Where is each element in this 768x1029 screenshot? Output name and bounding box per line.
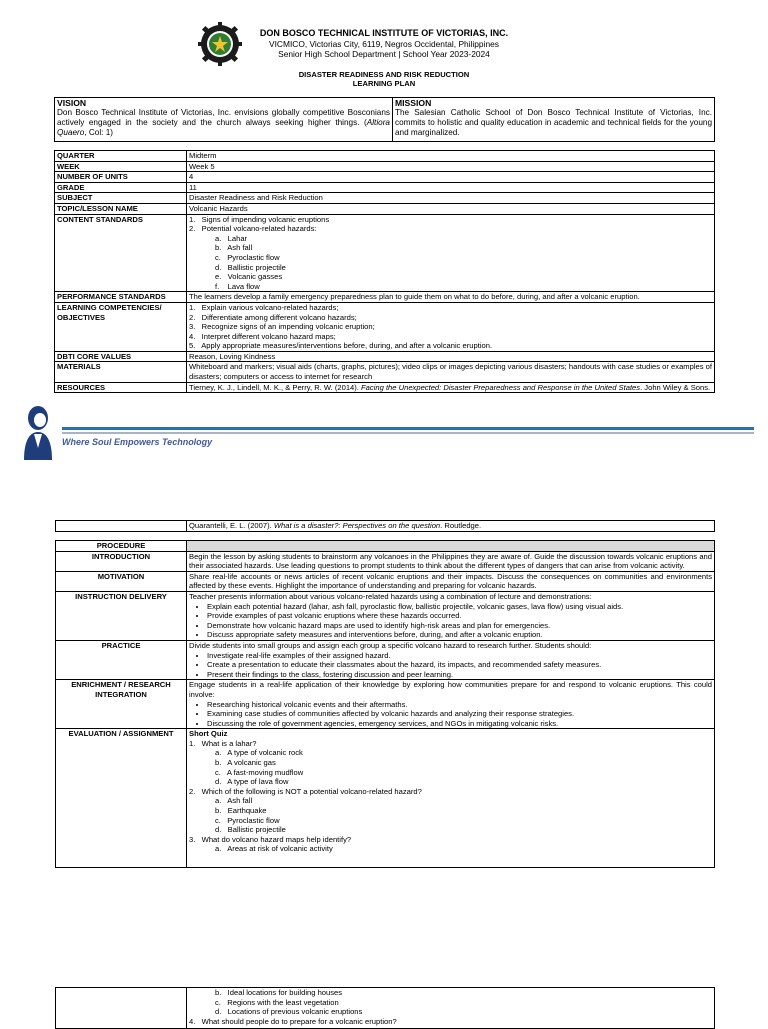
topic-label: TOPIC/LESSON NAME: [55, 203, 187, 214]
competency-item: 2. Differentiate among different volcano hazards;: [189, 312, 357, 322]
units-value: 4: [187, 172, 715, 183]
content-standards-label: CONTENT STANDARDS: [55, 214, 187, 292]
vision-text: Don Bosco Technical Institute of Victorias, Inc. envisions globally competitive Bosconians actively engaged in the society and the church always seeking higher things. (: [57, 108, 390, 127]
instruction-cell: [187, 591, 715, 640]
instruction-item: • Discuss appropriate safety measures and interventions before, during, and after a volcanic eruption.: [207, 630, 712, 640]
vision-citation-rest: , Col: 1): [84, 128, 113, 137]
footer-tagline: Where Soul Empowers Technology: [62, 437, 213, 447]
mission-label: MISSION: [395, 98, 432, 108]
competencies-label-line1: LEARNING COMPETENCIES/: [57, 302, 162, 312]
quiz-continued-cell: [187, 988, 715, 1029]
quiz-option: c. Regions with the least vegetation: [215, 997, 339, 1007]
core-values-label: DBTI CORE VALUES: [55, 351, 187, 362]
quiz-options: [189, 988, 712, 1017]
quiz-option: a. A type of volcanic rock: [215, 748, 303, 758]
document-subtitle: LEARNING PLAN: [352, 79, 416, 88]
practice-item: • Create a presentation to educate their classmates about the hazard, its impacts, and recommended safety measures.: [207, 660, 712, 670]
founder-silhouette-icon: [20, 404, 56, 460]
topic-value: Volcanic Hazards: [187, 203, 715, 214]
week-label: WEEK: [55, 161, 187, 172]
ref2-pre: Quarantelli, E. L. (2007).: [189, 521, 274, 530]
resources-ref-pre: Tierney, K. J., Lindell, M. K., & Perry, R. W. (2014).: [189, 382, 362, 392]
introduction-text: Begin the lesson by asking students to brainstorm any volcanoes in the Philippines they are aware of. Guide the discussion towards volcanic eruptions and their associated hazards. Use leading questions to prompt students to think about the different types of dangers that can arise from volcanic activity.: [187, 551, 715, 571]
hazard-item: b. Ash fall: [215, 243, 253, 253]
competency-item: 4. Interpret different volcano hazard maps;: [189, 331, 336, 341]
quiz-options: [189, 844, 712, 854]
resources-ref-post: . John Wiley & Sons.: [640, 382, 711, 392]
practice-label: PRACTICE: [56, 640, 187, 679]
motivation-text: Share real-life accounts or news articles of recent volcanic eruptions and their impacts. Discuss the consequences on communities and environments affected by these events. Highlight the importance of understanding and preparing for volcanic hazards.: [187, 571, 715, 591]
blank-label-cell: [56, 988, 187, 1029]
hazard-item: e. Volcanic gasses: [215, 272, 283, 282]
quiz-option: a. Ash fall: [215, 796, 253, 806]
footer-rule-blue: [62, 427, 754, 430]
resources-continued-table: [55, 520, 715, 532]
materials-value: Whiteboard and markers; visual aids (charts, graphs, pictures); video clips or images depicting various disasters; handouts with case studies or examples of disasters; computers or access to internet for research: [187, 362, 715, 382]
mission-cell: [393, 98, 715, 142]
procedure-table: [55, 540, 715, 868]
quiz-option: d. A type of lava flow: [215, 777, 289, 787]
department-line: Senior High School Department | School Year 2023-2024: [278, 49, 490, 59]
practice-list: [189, 651, 712, 680]
quiz-question: 3. What do volcano hazard maps help identify?: [189, 834, 352, 844]
enrichment-label-line2: INTEGRATION: [95, 689, 147, 699]
quiz-option: c. A fast-moving mudflow: [215, 767, 304, 777]
procedure-header-fill: [187, 541, 715, 552]
content-standards-cell: [187, 214, 715, 292]
enrichment-label: [56, 680, 187, 729]
competency-item: 1. Explain various volcano-related hazards;: [189, 302, 339, 312]
content-item-1: 1. Signs of impending volcanic eruptions: [189, 214, 330, 224]
enrichment-text: Engage students in a real-life application of their knowledge by exploring how communities prepare for and respond to volcanic eruptions. This could involve:: [189, 680, 712, 699]
competency-item: 3. Recognize signs of an impending volcanic eruption;: [189, 322, 375, 332]
vision-label: VISION: [57, 98, 87, 108]
competencies-cell: [187, 302, 715, 351]
don-bosco-portrait: [20, 404, 56, 460]
subject-value: Disaster Readiness and Risk Reduction: [187, 193, 715, 204]
content-item-2: 2. Potential volcano-related hazards:: [189, 224, 317, 234]
enrichment-list: [189, 700, 712, 729]
enrichment-item: • Researching historical volcanic events and their aftermaths.: [207, 700, 712, 710]
resources-continued-value: [187, 521, 715, 532]
introduction-label: INTRODUCTION: [56, 551, 187, 571]
hazard-item: d. Ballistic projectile: [215, 262, 286, 272]
quiz-title: Short Quiz: [189, 729, 228, 739]
quiz-question: 1. What is a lahar?: [189, 738, 257, 748]
hazard-item: f. Lava flow: [215, 281, 260, 291]
competencies-label-line2: OBJECTIVES: [57, 312, 106, 322]
motivation-label: MOTIVATION: [56, 571, 187, 591]
quiz-option: d. Ballistic projectile: [215, 825, 286, 835]
instruction-label: INSTRUCTION DELIVERY: [56, 591, 187, 640]
performance-standards-label: PERFORMANCE STANDARDS: [55, 292, 187, 303]
instruction-item: • Explain each potential hazard (lahar, ash fall, pyroclastic flow, ballistic projectile, volcanic gases, lava flow) using visual aids.: [207, 602, 712, 612]
competencies-label: [55, 302, 187, 351]
materials-label: MATERIALS: [55, 362, 187, 382]
week-value: Week 5: [187, 161, 715, 172]
hazard-item: a. Lahar: [215, 233, 248, 243]
practice-item: • Present their findings to the class, fostering discussion and peer learning.: [207, 670, 712, 680]
quarter-value: Midterm: [187, 151, 715, 162]
lesson-info-table: [54, 150, 715, 393]
procedure-label: PROCEDURE: [56, 541, 187, 552]
instruction-text: Teacher presents information about various volcano-related hazards using a combination of lecture and demonstrations:: [189, 591, 592, 601]
quarter-label: QUARTER: [55, 151, 187, 162]
quiz-option: b. A volcanic gas: [215, 758, 276, 768]
quiz-option: b. Earthquake: [215, 806, 267, 816]
quiz-option: c. Pyroclastic flow: [215, 815, 280, 825]
instruction-item: • Provide examples of past volcanic eruptions where these hazards occurred.: [207, 611, 712, 621]
ref2-title: What is a disaster?: Perspectives on the question: [273, 521, 441, 530]
quiz-option: a. Areas at risk of volcanic activity: [215, 844, 333, 854]
quiz-options: [189, 796, 712, 834]
enrichment-item: • Examining case studies of communities affected by volcanic hazards and analyzing their response strategies.: [207, 709, 712, 719]
grade-label: GRADE: [55, 182, 187, 193]
instruction-item: • Demonstrate how volcanic hazard maps are used to identify high-risk areas and plan for emergencies.: [207, 621, 712, 631]
quiz-option: b. Ideal locations for building houses: [215, 988, 343, 997]
evaluation-label: EVALUATION / ASSIGNMENT: [56, 729, 187, 868]
core-values-value: Reason, Loving Kindness: [187, 351, 715, 362]
vision-mission-table: [54, 97, 715, 142]
hazard-item: c. Pyroclastic flow: [215, 252, 280, 262]
enrichment-item: • Discussing the role of government agencies, emergency services, and NGOs in mitigating volcanic risks.: [207, 719, 712, 729]
vision-citation: Altiora Quaero: [57, 118, 390, 137]
quiz-question: 4. What should people do to prepare for a volcanic eruption?: [189, 1016, 397, 1026]
competency-item: 5. Apply appropriate measures/interventions before, during, and after a volcanic eruption.: [189, 341, 493, 351]
quiz-option: d. Locations of previous volcanic eruptions: [215, 1007, 363, 1017]
blank-label-cell: [56, 521, 187, 532]
institution-address: VICMICO, Victorias City, 6119, Negros Occidental, Philippines: [269, 39, 499, 49]
institution-name: DON BOSCO TECHNICAL INSTITUTE OF VICTORIAS, INC.: [259, 28, 509, 38]
ref2-post: . Routledge.: [440, 521, 482, 530]
resources-label: RESOURCES: [55, 382, 187, 393]
instruction-list: [189, 602, 712, 640]
quiz-options: [189, 748, 712, 786]
grade-value: 11: [187, 182, 715, 193]
performance-standards-value: The learners develop a family emergency preparedness plan to guide them on what to do before, during, and after a volcanic eruption.: [187, 292, 715, 303]
enrichment-cell: [187, 680, 715, 729]
practice-text: Divide students into small groups and assign each group a specific volcano hazard to research further. Students should:: [189, 640, 592, 650]
evaluation-cell: [187, 729, 715, 868]
enrichment-label-line1: ENRICHMENT / RESEARCH: [71, 680, 171, 690]
hazard-list: [189, 234, 712, 292]
mission-text: The Salesian Catholic School of Don Bosco Technical Institute of Victorias, Inc. commits to holistic and quality education in academic and technical fields for the young and marginalized.: [395, 108, 712, 137]
subject-label: SUBJECT: [55, 193, 187, 204]
practice-item: • Investigate real-life examples of their assigned hazard.: [207, 651, 712, 661]
resources-value: [187, 382, 715, 393]
units-label: NUMBER OF UNITS: [55, 172, 187, 183]
footer-rule-grey: [62, 432, 754, 434]
document-title: DISASTER READINESS AND RISK REDUCTION: [298, 70, 470, 79]
quiz-continued-table: [55, 987, 715, 1029]
resources-ref-title: Facing the Unexpected: Disaster Preparedness and Response in the United States: [361, 382, 641, 392]
vision-cell: [55, 98, 393, 142]
practice-cell: [187, 640, 715, 679]
quiz-question: 2. Which of the following is NOT a potential volcano-related hazard?: [189, 786, 422, 796]
